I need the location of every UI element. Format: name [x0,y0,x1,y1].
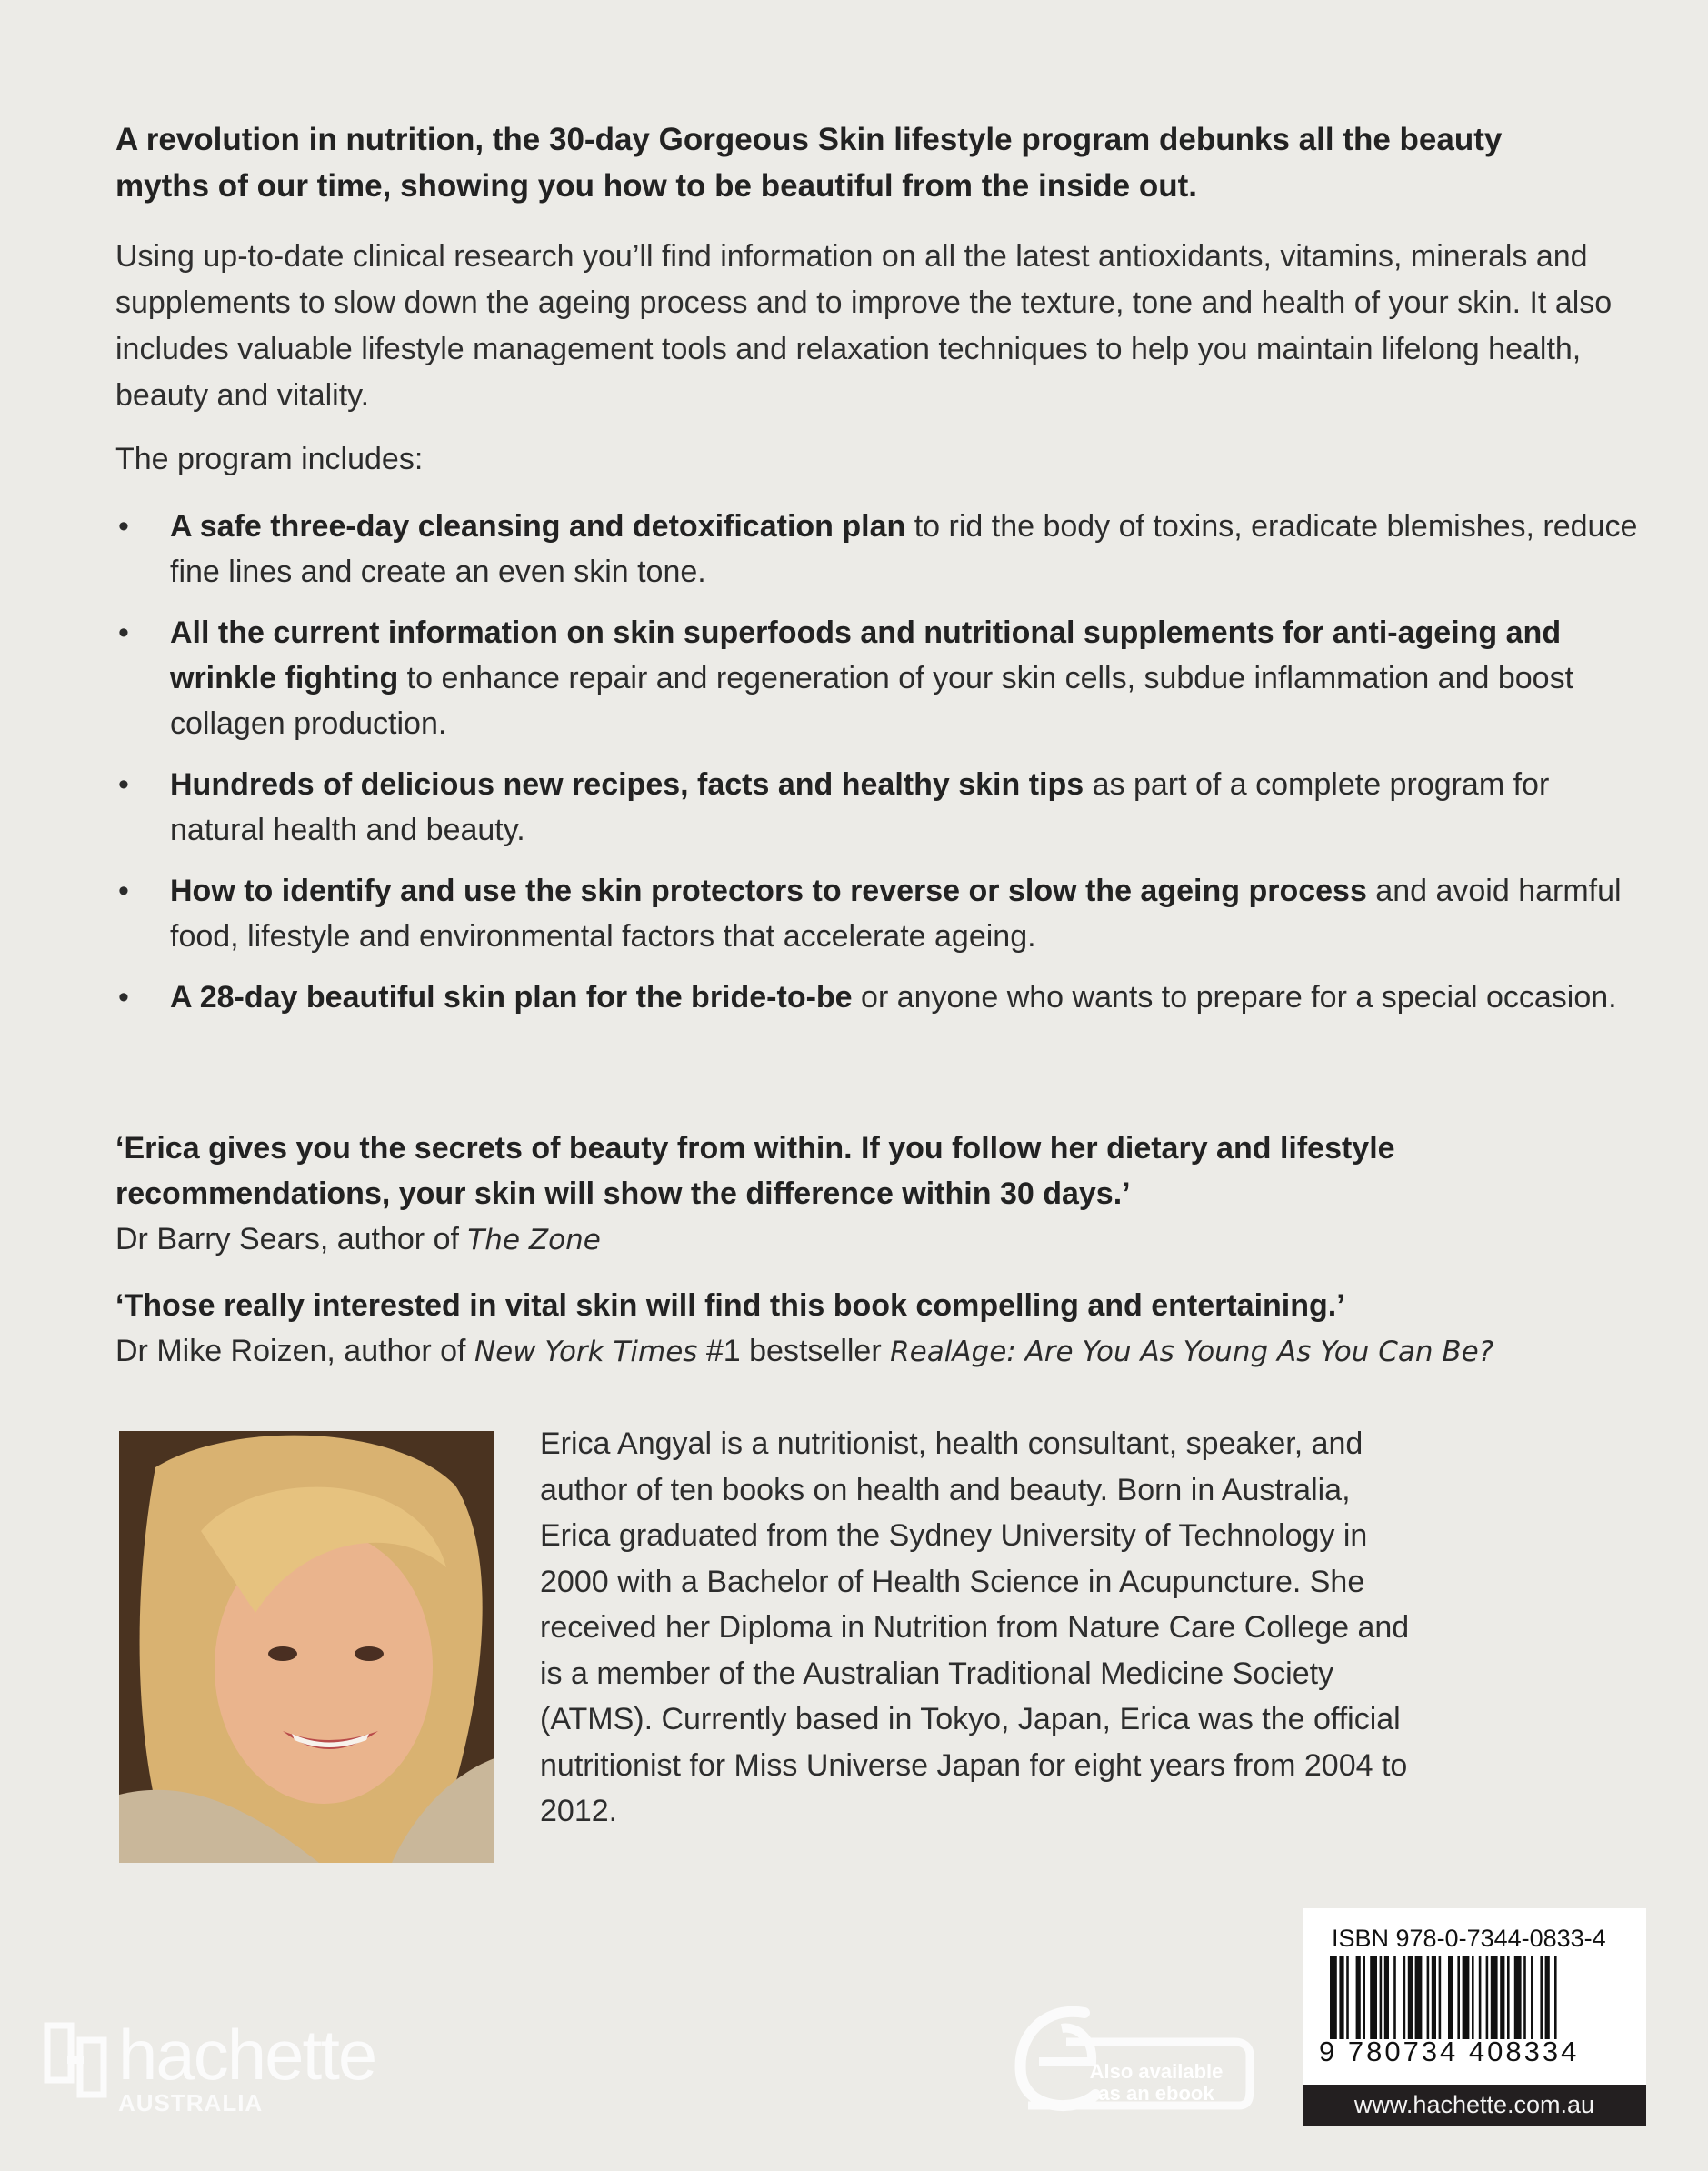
barcode-bar [1339,1956,1343,2039]
barcode-bar [1554,1956,1557,2039]
testimonial-sears [115,1126,1661,1263]
list-item: • Hundreds of delicious new recipes, facts and healthy skin tips as part of a complete program for natural health and beauty. [118,767,1550,847]
barcode-bar [1486,1956,1489,2039]
quote-work: New York Times [474,1336,698,1368]
barcode-bar [1393,1956,1396,2039]
author-bio: Erica Angyal is a nutritionist, health consultant, speaker, and author of ten books on health and beauty. Born in Australia, Erica graduated from the Sydney University of Technology in 2000 with a Bachelor of Health Science in Acupuncture. She received her Diploma in Nutrition from Nature Care College and is a member of the Australian Traditional Medicine Society (ATMS). Currently based in Tokyo, Japan, Erica was the official nutritionist for Miss Universe Japan for eight years from 2004 to 2012. [540,1426,1410,1828]
barcode-bar [1415,1956,1423,2039]
publisher-website: www.hachette.com.au [1303,2085,1646,2126]
isbn-label: ISBN 978-0-7344-0833-4 [1332,1925,1606,1952]
barcode-icon [1330,1956,1630,2039]
list-item: • How to identify and use the skin protectors to reverse or slow the ageing process and avoid harmful food, lifestyle and environmental factors that accelerate ageing. [118,874,1622,954]
quote-author: Dr Barry Sears, author of [115,1222,468,1256]
barcode-bar [1346,1956,1349,2039]
barcode-bar [1439,1956,1442,2039]
barcode [1303,1908,1646,2085]
barcode-bar [1472,1956,1474,2039]
barcode-bar [1427,1956,1430,2039]
lead-paragraph: A revolution in nutrition, the 30-day Gorgeous Skin lifestyle program debunks all the beauty myths of our time, showing you how to be beautiful from the inside out. [115,122,1503,204]
barcode-bar [1330,1956,1337,2039]
list-item: • All the current information on skin superfoods and nutritional supplements for anti-ageing and wrinkle fighting to enhance repair and regeneration of your skin cells, subdue inflammation and boost collagen production. [118,615,1574,741]
barcode-bar [1356,1956,1361,2039]
barcode-bar [1457,1956,1460,2039]
publisher-name: hachette [118,2015,376,2095]
barcode-bar [1384,1956,1389,2039]
barcode-bar [1363,1956,1365,2039]
barcode-bar [1432,1956,1436,2039]
publisher-logo [44,2015,376,2117]
quote-author: Dr Mike Roizen, author of [115,1334,474,1368]
barcode-bar [1448,1956,1453,2039]
quote-work: The Zone [467,1224,601,1256]
barcode-digits: 9 780734 408334 [1319,2036,1580,2067]
author-photo [119,1431,494,1863]
barcode-bar [1540,1956,1543,2039]
quote-work-2: RealAge: Are You As Young As You Can Be? [890,1336,1494,1368]
barcode-bar [1380,1956,1383,2039]
barcode-bar [1408,1956,1413,2039]
quote-text: ‘Erica gives you the secrets of beauty from within. If you follow her dietary and lifestyle recommendations, your skin will show the difference within 30 days.’ [115,1131,1395,1211]
publisher-region: AUSTRALIA [118,2089,264,2116]
program-list [115,504,1643,1035]
barcode-bar [1491,1956,1498,2039]
description-paragraph: Using up-to-date clinical research you’ll find information on all the latest antioxidants, vitamins, minerals and supplements to slow down the ageing process and to improve the texture, tone and health of your skin. It also includes valuable lifestyle management tools and relaxation techniques to help you maintain lifelong health, beauty and vitality. [115,239,1613,413]
barcode-bar [1523,1956,1526,2039]
hachette-logo-icon [44,2022,107,2109]
barcode-bar [1507,1956,1510,2039]
barcode-bar [1370,1956,1377,2039]
barcode-bar [1531,1956,1533,2039]
quote-text: ‘Those really interested in vital skin will find this book compelling and entertaining.’ [115,1288,1345,1323]
list-item: • A safe three-day cleansing and detoxification plan to rid the body of toxins, eradicate blemishes, reduce fine lines and create an even skin tone. [118,509,1638,589]
testimonial-roizen: ‘Those really interested in vital skin will find this book compelling and entertaining.’ Dr Mike Roizen, author of New York Times #1 bestseller RealAge: Are You As Young As You Can Be? [115,1283,1661,1375]
barcode-bar [1479,1956,1482,2039]
barcode-bar [1403,1956,1406,2039]
barcode-bar [1463,1956,1470,2039]
barcode-bar [1500,1956,1504,2039]
barcode-bar [1514,1956,1522,2039]
ebook-label: Also available as an ebook [1089,2060,1224,2105]
program-intro: The program includes: [115,442,424,476]
barcode-bar [1545,1956,1550,2039]
list-item: • A 28-day beautiful skin plan for the bride-to-be or anyone who wants to prepare for a special occasion. [118,980,1617,1015]
